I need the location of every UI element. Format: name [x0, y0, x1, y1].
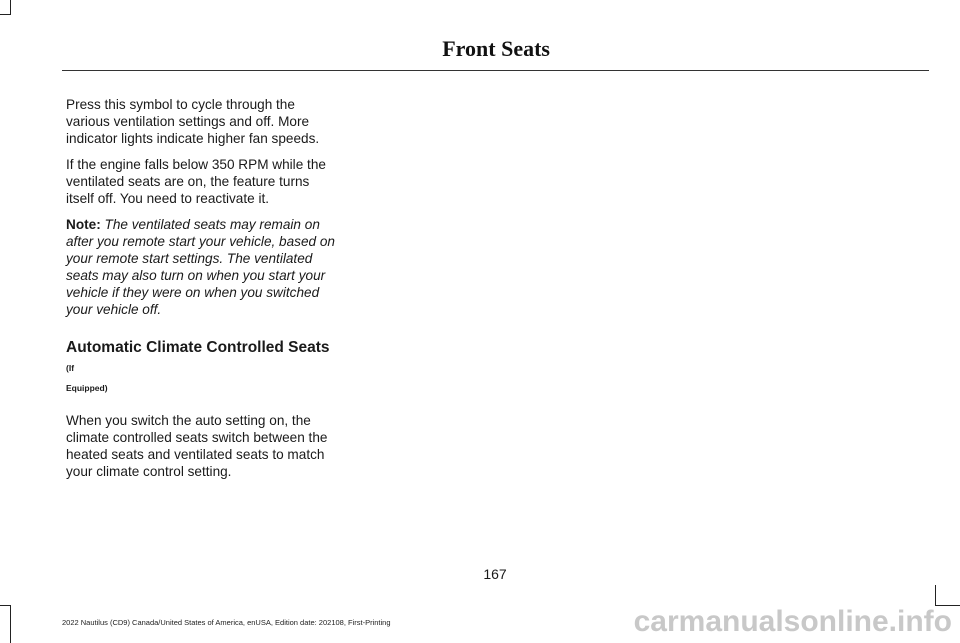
crop-mark-bottom-left-vertical	[10, 605, 11, 643]
watermark: carmanualsonline.info	[633, 605, 952, 638]
note-label: Note:	[66, 217, 101, 232]
note-text: The ventilated seats may remain on after you remote start your vehicle, based on your remote start settings. The ventilated seats may also turn on when you start your vehicle if they were on when you switched your vehicle off.	[66, 217, 335, 317]
header-divider	[62, 70, 929, 71]
paragraph-auto-setting: When you switch the auto setting on, the climate controlled seats switch between the heated seats and ventilated seats to match your climate control setting.	[66, 413, 328, 479]
page-title: Front Seats	[442, 36, 550, 61]
section-qualifier-start: (If	[66, 363, 75, 373]
crop-mark-top-left-horizontal	[0, 14, 11, 15]
text-column	[66, 96, 340, 489]
crop-mark-right-vertical	[935, 585, 936, 605]
section-heading-text: Automatic Climate Controlled Seats	[66, 339, 330, 356]
crop-mark-bottom-left-horizontal	[0, 605, 11, 606]
note-paragraph	[66, 216, 340, 318]
paragraph-engine-rpm: If the engine falls below 350 RPM while the ventilated seats are on, the feature turns itself off. You need to reactivate it.	[66, 157, 326, 206]
section-qualifier-end: Equipped)	[66, 383, 108, 393]
crop-mark-top-left-vertical	[10, 0, 11, 14]
edition-footer: 2022 Nautilus (CD9) Canada/United States of America, enUSA, Edition date: 202108, First-Printing	[62, 618, 391, 627]
page-number: 167	[483, 566, 507, 582]
paragraph-ventilation-cycle: Press this symbol to cycle through the various ventilation settings and off. More indicator lights indicate higher fan speeds.	[66, 97, 320, 146]
section-heading	[66, 338, 340, 378]
